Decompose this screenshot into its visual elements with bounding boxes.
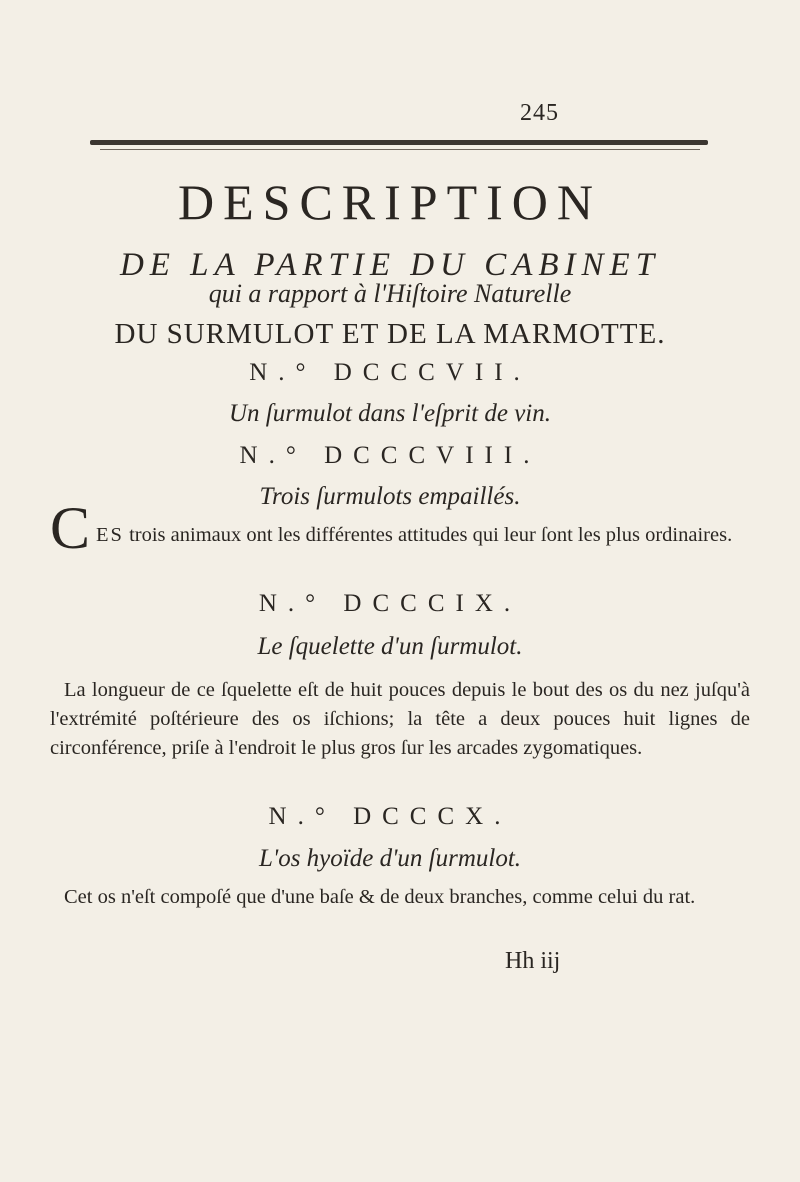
- entry-heading-807: Un ſurmulot dans l'eſprit de vin.: [229, 400, 551, 427]
- entry-heading-810: L'os hyoïde d'un ſurmulot.: [258, 845, 522, 872]
- header-rule: [90, 140, 708, 145]
- page-subtitle: DE LA PARTIE DU CABINET: [119, 247, 661, 283]
- entry-number-809: N.° DCCCIX.: [258, 590, 522, 617]
- drop-cap: C: [50, 495, 91, 561]
- entry-text-808-body: [50, 501, 750, 550]
- entry-heading-809: Le ſquelette d'un ſurmulot.: [257, 633, 523, 660]
- signature-mark: Hh iij: [505, 948, 561, 974]
- entry-text-808-content: trois animaux ont les différentes attitudes qui leur ſont les plus ordinaires.: [123, 524, 733, 546]
- header-rule-thin: [100, 149, 700, 150]
- page-title: DESCRIPTION: [177, 174, 603, 230]
- entry-number-808: N.° DCCCVIII.: [239, 442, 541, 469]
- drop-cap-rest: ES: [96, 524, 124, 546]
- page-subtitle-2: qui a rapport à l'Hiſtoire Naturelle: [208, 279, 572, 308]
- entry-text-809: La longueur de ce ſquelette eſt de huit pouces depuis le bout des os du nez juſqu'à l'extrémité poſtérieure des os iſchions; la tête a deux pouces huit lignes de circonférence, priſe à l'endroit le plus gros ſur les arcades zygomatiques.: [50, 679, 750, 759]
- entry-text-810: Cet os n'eſt compoſé que d'une baſe & de deux branches, comme celui du rat.: [64, 886, 696, 908]
- page-subtitle-3: DU SURMULOT ET DE LA MARMOTTE.: [114, 318, 666, 350]
- page-number: 245: [520, 100, 559, 126]
- entry-number-807: N.° DCCCVII.: [249, 359, 531, 386]
- entry-heading-808: Trois ſurmulots empaillés.: [259, 483, 521, 510]
- entry-number-810: N.° DCCCX.: [268, 803, 512, 830]
